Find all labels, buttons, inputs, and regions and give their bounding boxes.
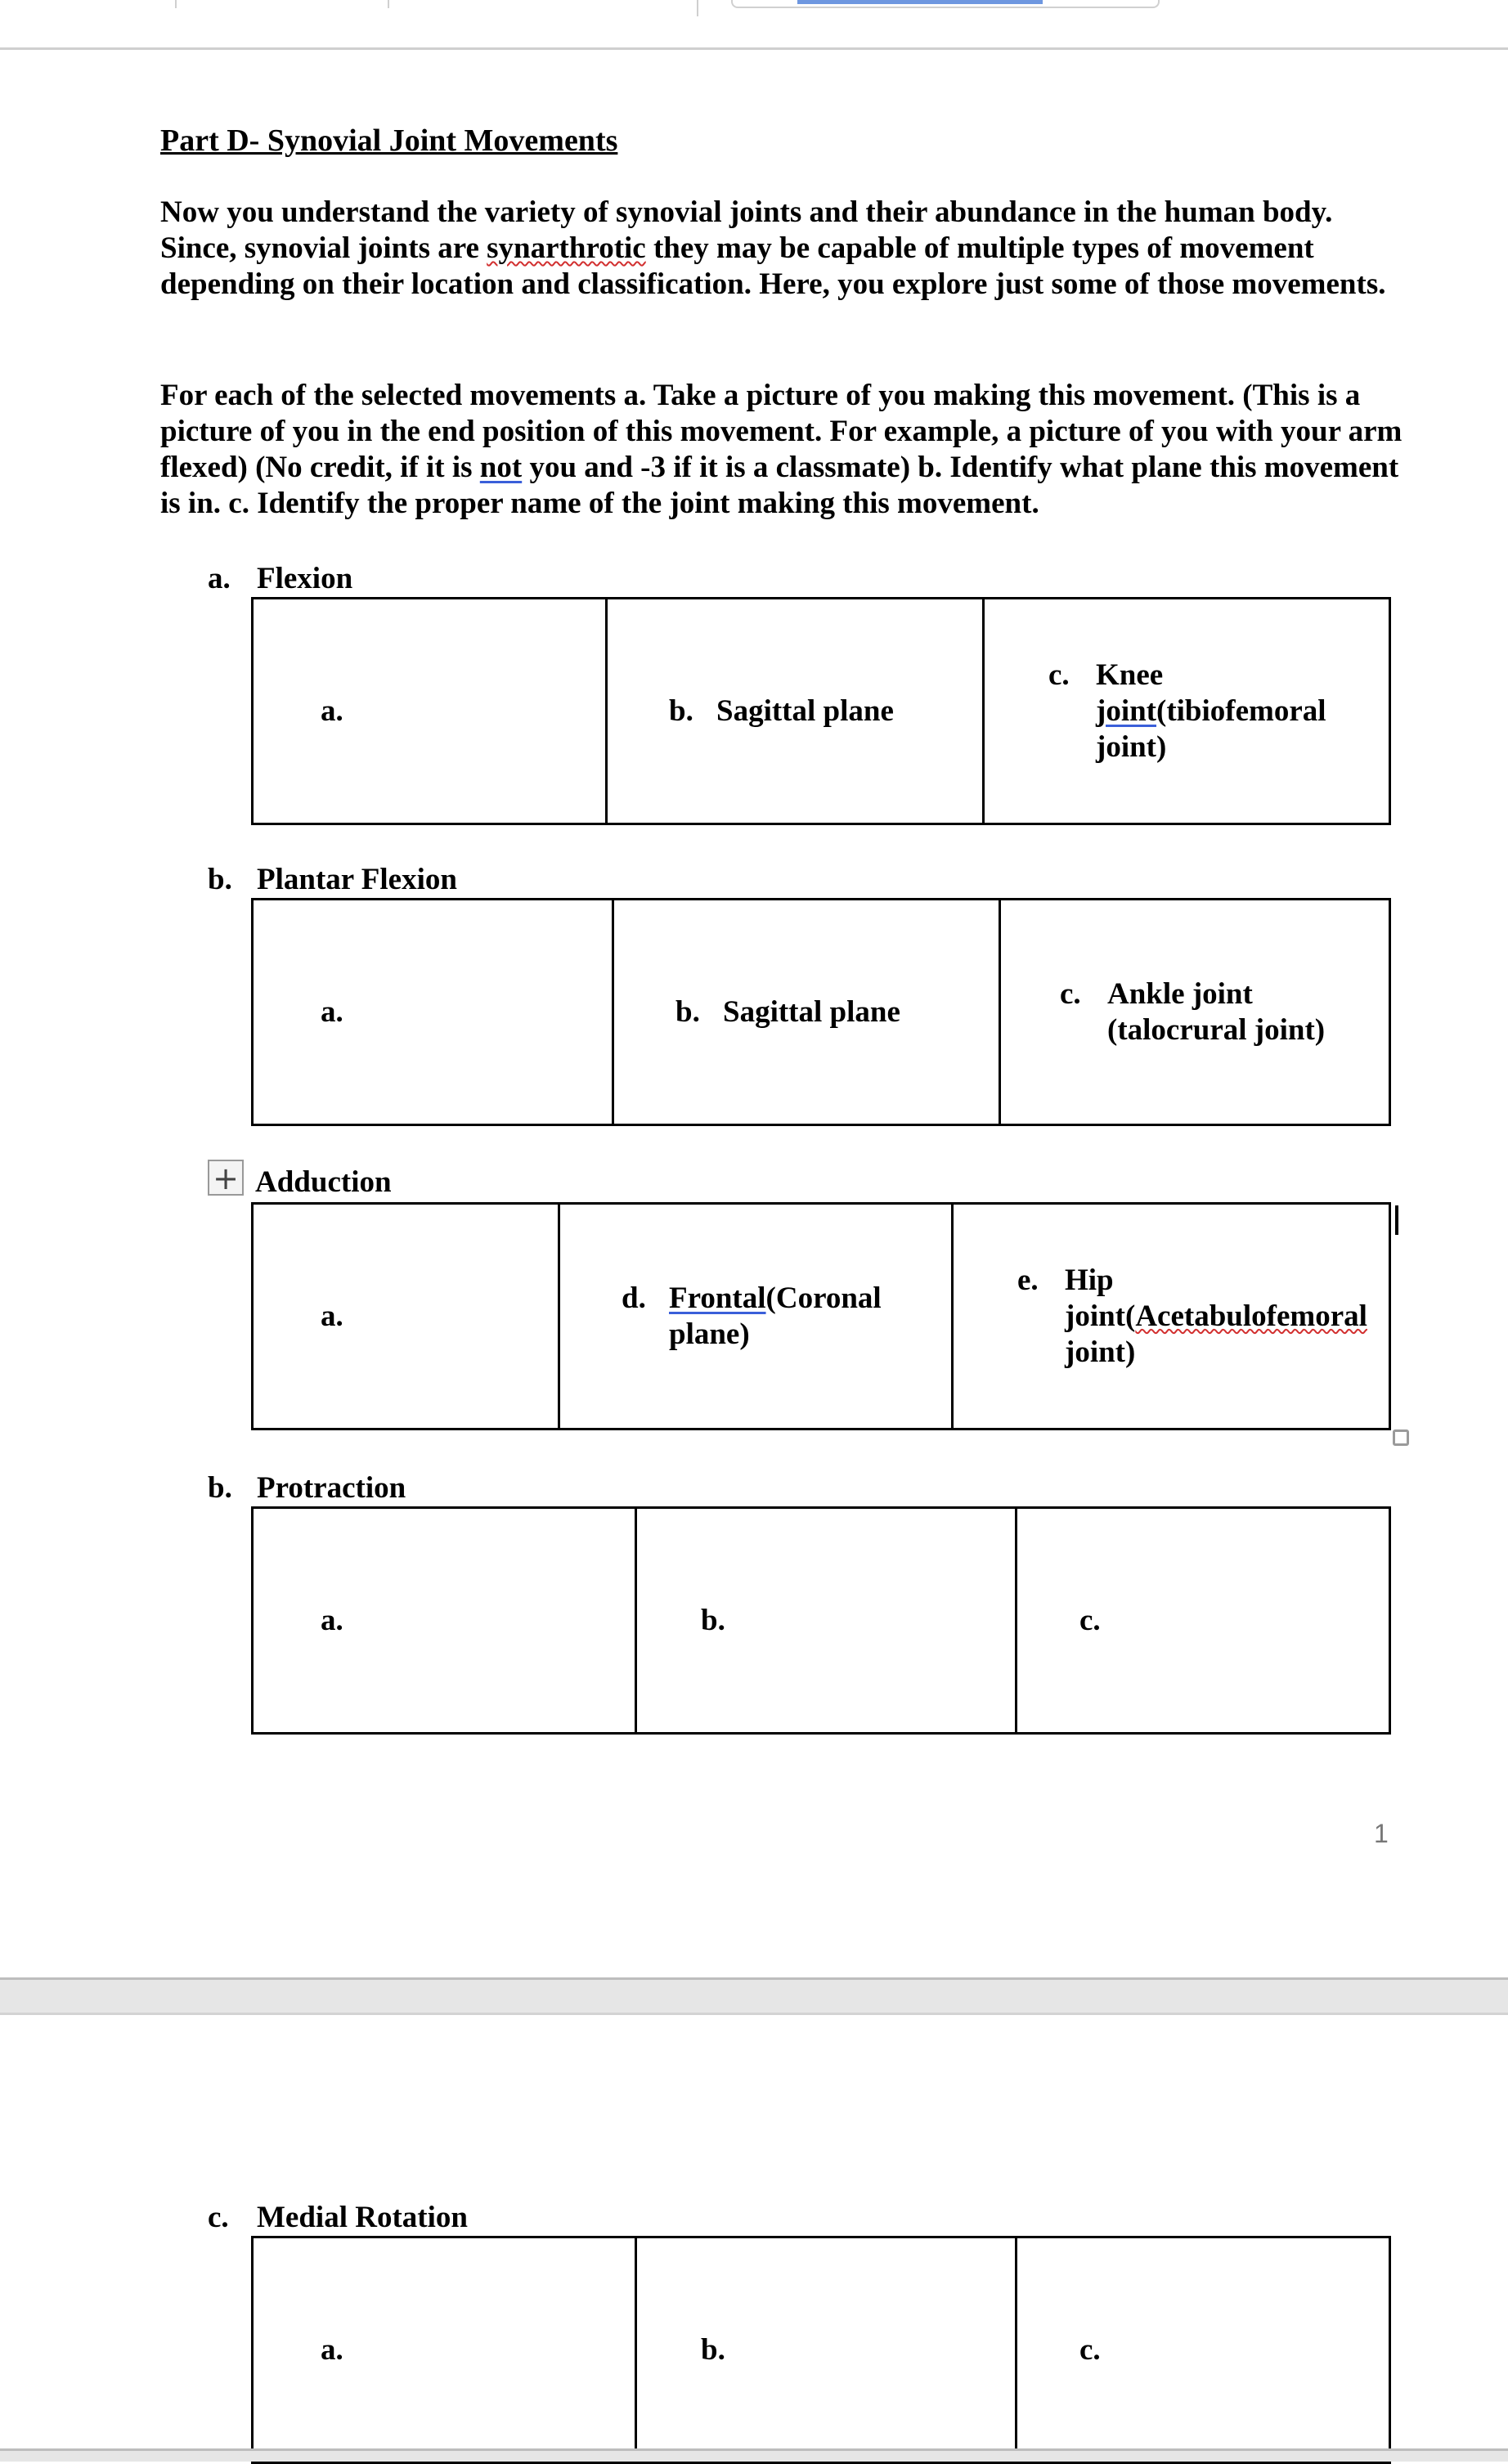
cell-marker: a. [321,1299,343,1333]
movement-name: Protraction [257,1471,406,1505]
spelling-flagged-word[interactable]: Acetabulofemoral [1135,1299,1367,1333]
list-marker: b. [208,863,232,896]
plane-text: (Coronal plane) [669,1281,882,1351]
cell-marker: a. [321,995,343,1029]
table-cell-plane[interactable] [607,599,984,824]
movement-label-plantar-flexion [208,862,457,897]
cell-marker: a. [321,1604,343,1637]
grammar-flagged-word[interactable]: joint [1096,693,1156,728]
spelling-flagged-word[interactable]: synarthrotic [487,231,646,265]
grammar-flagged-word[interactable]: Frontal [669,1281,766,1315]
table-resize-handle-icon[interactable] [1393,1429,1409,1446]
cell-marker: d. [622,1281,646,1315]
flexion-table [251,597,1391,825]
table-cell-joint[interactable] [1017,1508,1390,1734]
instructions-paragraph [160,378,1403,522]
table-cell-plane[interactable] [636,1508,1017,1734]
cell-marker: b. [701,1604,725,1637]
grammar-flagged-word[interactable]: not [479,451,523,484]
cell-marker: a. [321,694,343,728]
movement-label-flexion [208,561,352,596]
joint-text: Hip [1065,1263,1114,1297]
table-cell-joint[interactable] [953,1204,1390,1429]
joint-text: Knee [1096,658,1164,692]
adduction-table [251,1202,1391,1430]
window-bottom-edge [0,2448,1508,2462]
movement-name: Plantar Flexion [257,863,457,896]
page-number: 1 [1374,1819,1389,1848]
text-cursor [1395,1205,1398,1235]
instructions-text: For each of the selected movements a. Take a picture of you making this movement. (This is a picture of you in the end position of this movement. For example, a picture of you with your arm flexed) (No credit, if it is [160,379,1403,484]
cell-marker: b. [701,2333,725,2367]
cell-marker: e. [1017,1263,1039,1297]
joint-text-rest: joint) [1065,1335,1136,1369]
table-cell-plane[interactable] [559,1204,953,1429]
list-marker: c. [208,2201,229,2234]
movement-name: Medial Rotation [257,2201,468,2234]
table-cell-plane[interactable] [636,2237,1017,2463]
cell-marker: b. [669,694,693,728]
ruler-tick [388,0,389,8]
cell-marker: a. [321,2333,343,2367]
page-break [0,1977,1508,2015]
movement-name: Flexion [257,562,353,595]
cell-marker: b. [675,995,700,1029]
cell-marker: c. [1079,1604,1101,1637]
medial-rotation-table [251,2236,1391,2464]
ruler-tick [175,0,177,8]
intro-paragraph [160,195,1403,303]
movement-label-protraction [208,1470,406,1506]
table-cell-picture[interactable] [253,1508,636,1734]
joint-text: Ankle joint (talocrural joint) [1107,976,1326,1047]
plantar-flexion-table [251,898,1391,1126]
protraction-table [251,1506,1391,1735]
table-cell-joint[interactable] [1000,900,1390,1125]
list-marker: b. [208,1471,232,1505]
cell-marker: c. [1048,658,1070,692]
cell-marker: c. [1079,2333,1101,2367]
joint-text-rest: (tibiofemoral joint) [1096,693,1326,764]
page-title: Part D- Synovial Joint Movements [160,123,618,158]
movement-label-medial-rotation [208,2200,468,2235]
table-cell-joint[interactable] [984,599,1390,824]
intro-text-rest: they may be capable of multiple types of movement depending on their location and classification. Here, you explore just some of those movements. [160,231,1386,301]
ruler-divider [697,0,698,16]
active-tab-indicator [797,0,1043,4]
ruler-bar [0,0,1508,50]
joint-text-prefix: joint( [1065,1299,1136,1333]
movement-name: Adduction [255,1165,392,1199]
table-cell-picture[interactable] [253,900,613,1125]
plane-text: Sagittal plane [723,995,900,1029]
table-cell-joint[interactable] [1017,2237,1390,2463]
cell-marker: c. [1060,976,1081,1011]
table-cell-picture[interactable] [253,599,607,824]
table-move-handle-icon[interactable]: + [208,1160,244,1196]
plane-text: Sagittal plane [716,694,894,728]
intro-text: Now you understand the variety of synovial joints and their abundance in the human body. Since, synovial joints are [160,195,1333,265]
movement-label-adduction [255,1165,392,1200]
instructions-text-rest: you and -3 if it is a classmate) b. Identify what plane this movement is in. c. Identify the proper name of the joint making this movement. [160,451,1399,520]
table-cell-plane[interactable] [613,900,1000,1125]
table-cell-picture[interactable] [253,2237,636,2463]
table-cell-picture[interactable] [253,1204,559,1429]
list-marker: a. [208,562,231,595]
